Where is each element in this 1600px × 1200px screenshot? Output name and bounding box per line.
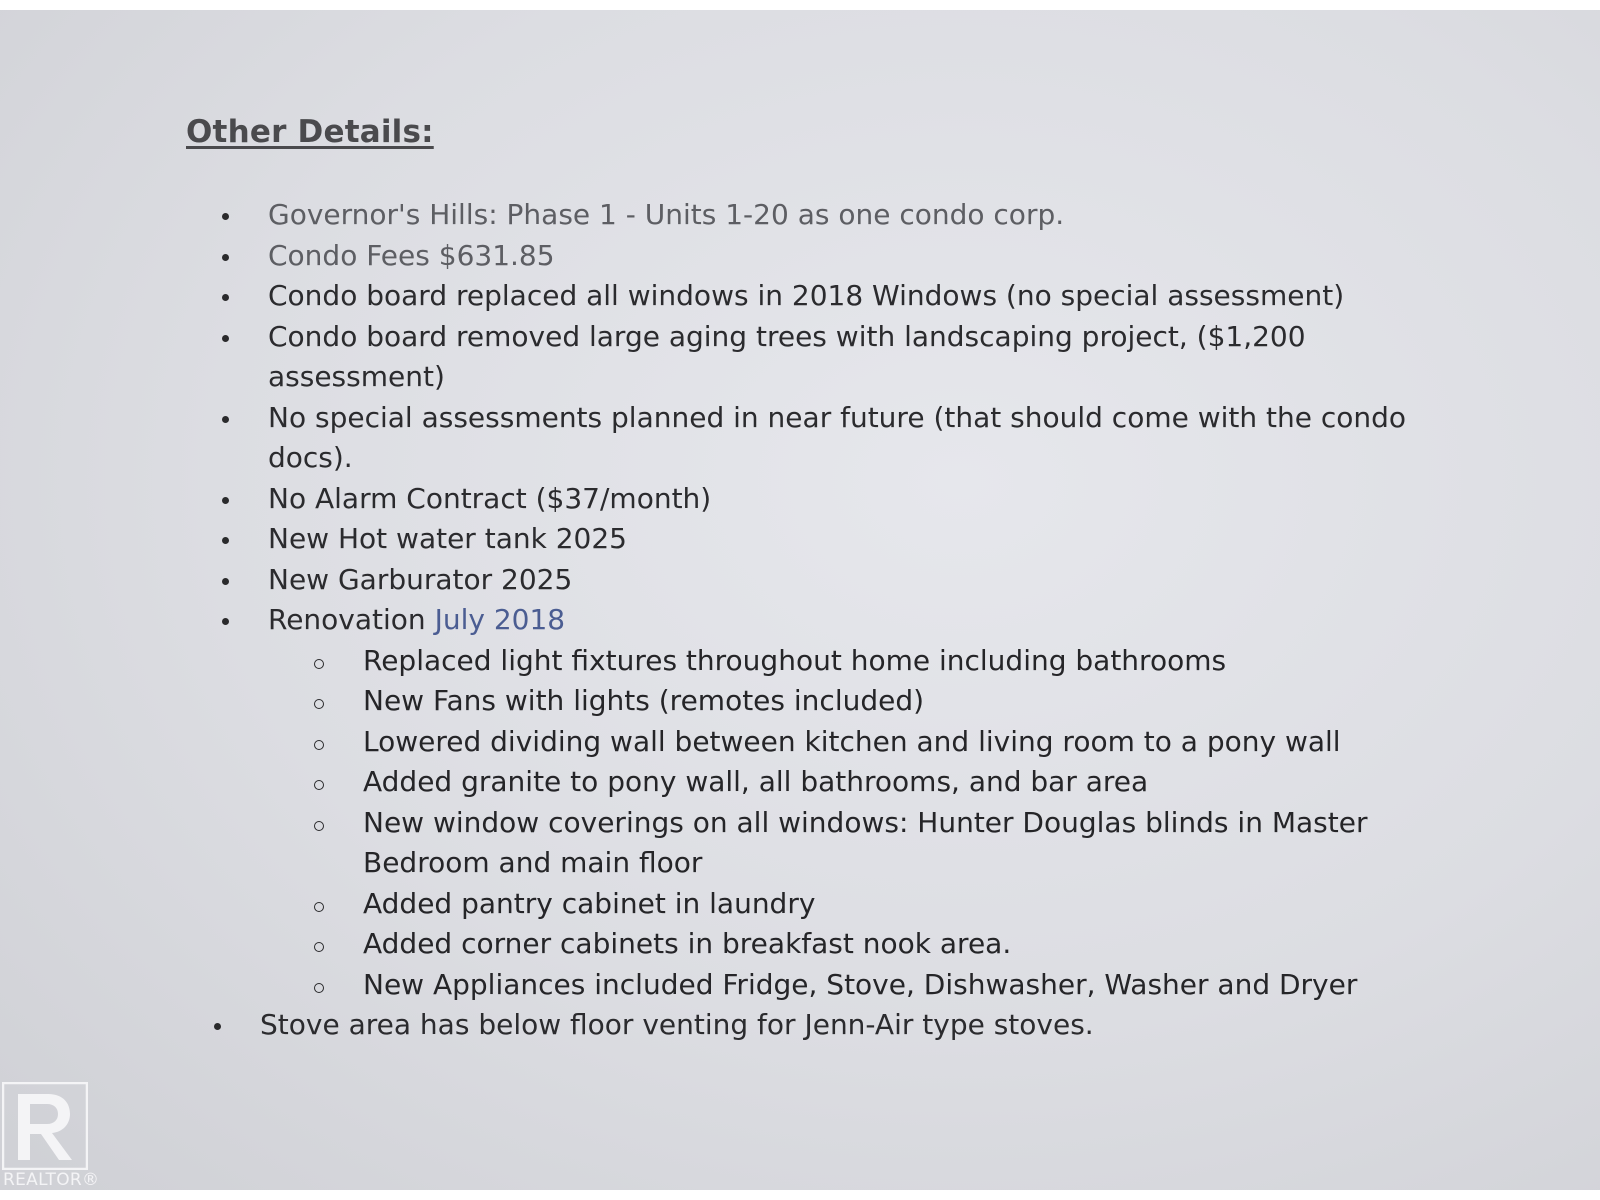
realtor-watermark-text: REALTOR® [3, 1170, 100, 1190]
hollow-bullet-icon [314, 780, 324, 790]
sub-list-item [210, 803, 1410, 884]
sub-list-item [210, 762, 1410, 803]
list-item [210, 317, 1410, 398]
list-item-renovation [210, 600, 1410, 1005]
sub-list-item [210, 641, 1410, 682]
sub-item-text: Replaced light fixtures throughout home including bathrooms [363, 643, 1227, 677]
list-item [210, 276, 1410, 317]
sub-list-item [210, 965, 1410, 1006]
item-text: Governor's Hills: Phase 1 - Units 1-20 as one condo corp. [268, 198, 1065, 231]
bullet-icon [222, 213, 229, 220]
section-title: Other Details: [186, 114, 434, 150]
bullet-icon [222, 416, 229, 423]
item-text-continued: docs). [268, 441, 353, 474]
hollow-bullet-icon [314, 983, 324, 993]
item-text: No special assessments planned in near future (that should come with the condo [268, 400, 1407, 434]
sub-list-item [210, 722, 1410, 763]
list-item [210, 519, 1410, 560]
hollow-bullet-icon [314, 902, 324, 912]
item-text-continued: assessment) [268, 360, 445, 393]
sub-item-text-continued: Bedroom and main floor [363, 846, 703, 879]
item-text: Condo Fees $631.85 [268, 238, 555, 272]
bullet-icon [222, 254, 229, 261]
bullet-icon [214, 1023, 221, 1030]
item-text: Condo board replaced all windows in 2018 Windows (no special assessment) [268, 279, 1345, 312]
list-item [210, 195, 1410, 236]
item-text: Condo board removed large aging trees with landscaping project, ($1,200 [268, 319, 1306, 353]
sub-item-text: New window coverings on all windows: Hunter Douglas blinds in Master [363, 805, 1368, 839]
hollow-bullet-icon [314, 699, 324, 709]
details-list [210, 195, 1410, 1046]
list-item [202, 1005, 1410, 1046]
hollow-bullet-icon [314, 740, 324, 750]
renovation-date: July 2018 [434, 603, 566, 636]
hollow-bullet-icon [314, 821, 324, 831]
bullet-icon [222, 294, 229, 301]
item-text: New Hot water tank 2025 [268, 522, 627, 555]
bullet-icon [222, 618, 229, 625]
sub-item-text: Added corner cabinets in breakfast nook area. [363, 927, 1012, 960]
bullet-icon [222, 335, 229, 342]
realtor-r-logo-icon [2, 1082, 88, 1170]
item-text: Stove area has below floor venting for Jenn-Air type stoves. [260, 1008, 1094, 1041]
list-item [210, 560, 1410, 601]
renovation-sublist [210, 641, 1410, 1006]
sub-list-item [210, 681, 1410, 722]
sub-list-item [210, 884, 1410, 925]
sub-item-text: Added pantry cabinet in laundry [363, 886, 816, 920]
list-item [210, 398, 1410, 479]
sub-item-text: New Appliances included Fridge, Stove, Dishwasher, Washer and Dryer [363, 967, 1358, 1001]
hollow-bullet-icon [314, 942, 324, 952]
list-item [210, 479, 1410, 520]
sub-item-text: New Fans with lights (remotes included) [363, 684, 925, 717]
item-text: No Alarm Contract ($37/month) [268, 481, 712, 515]
bullet-icon [222, 578, 229, 585]
renovation-label: Renovation [268, 603, 435, 636]
sub-item-text: Lowered dividing wall between kitchen and living room to a pony wall [363, 724, 1341, 758]
document-page [0, 10, 1600, 1190]
bullet-icon [222, 537, 229, 544]
hollow-bullet-icon [314, 659, 324, 669]
sub-item-text: Added granite to pony wall, all bathrooms, and bar area [363, 765, 1149, 798]
sub-list-item [210, 924, 1410, 965]
list-item [210, 236, 1410, 277]
item-text: New Garburator 2025 [268, 562, 573, 596]
bullet-icon [222, 497, 229, 504]
